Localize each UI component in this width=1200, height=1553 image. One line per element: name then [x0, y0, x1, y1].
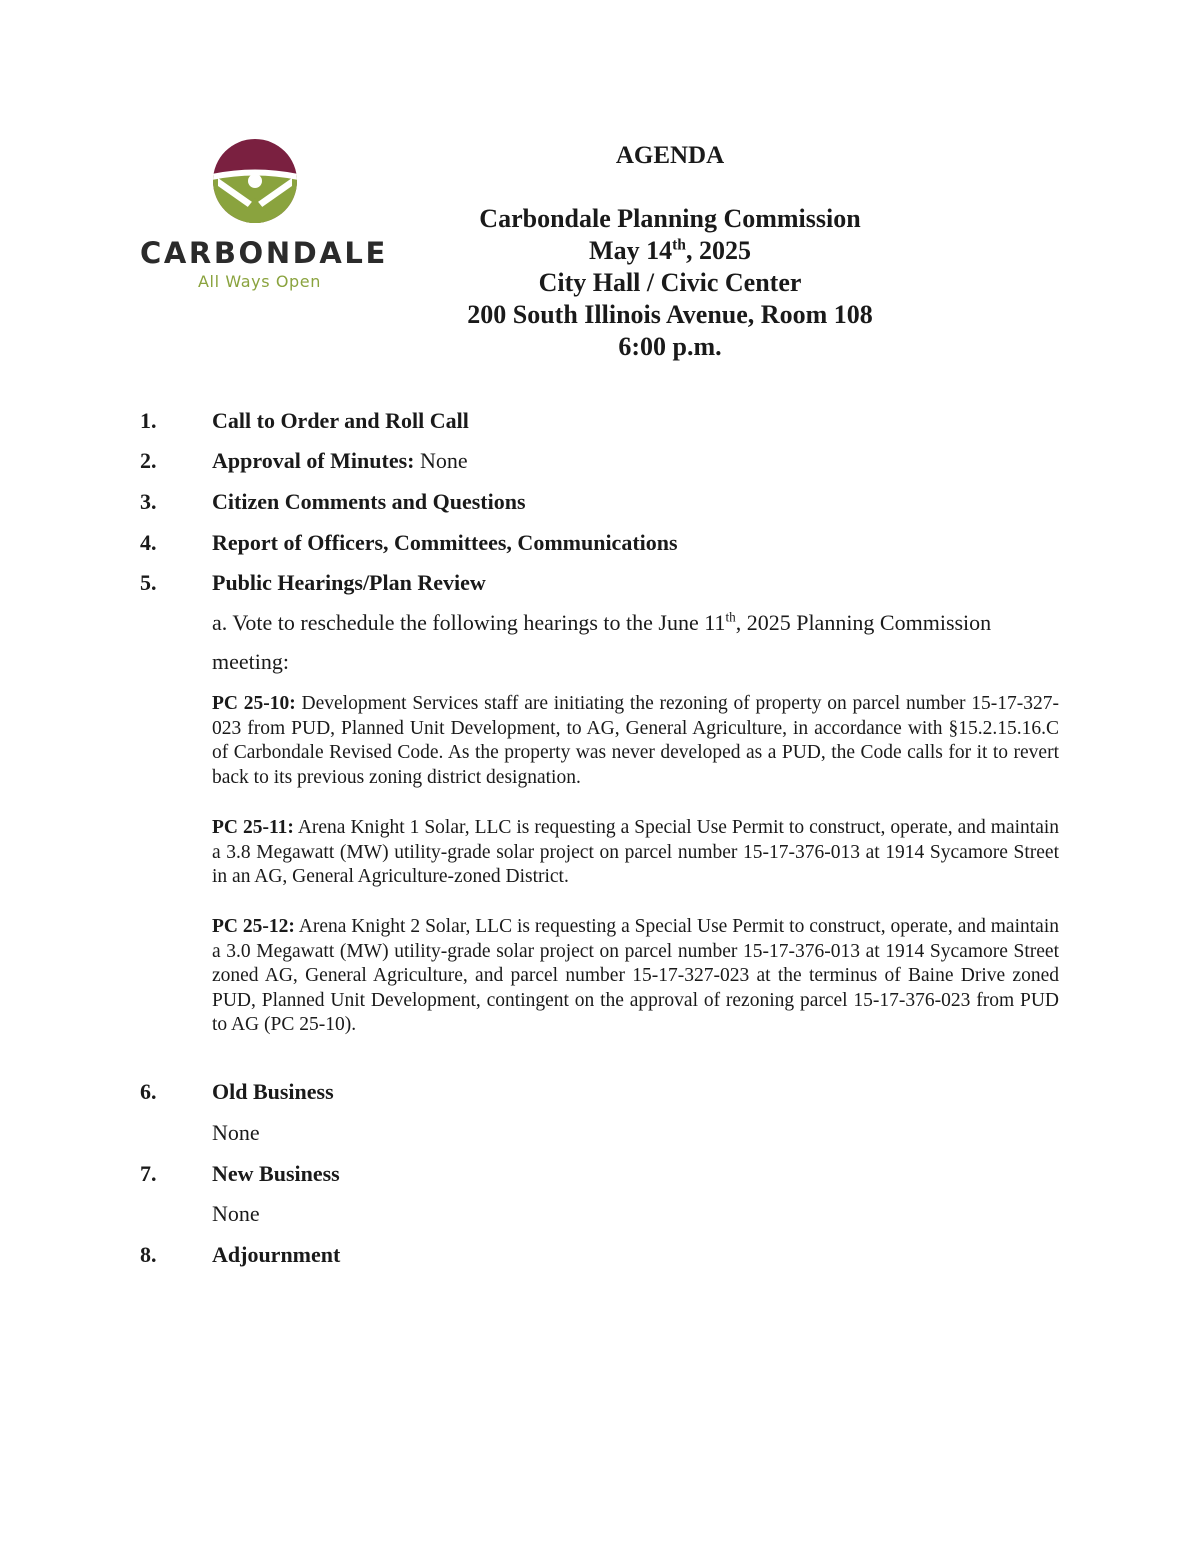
case-pc-25-11: PC 25-11: Arena Knight 1 Solar, LLC is requesting a Special Use Permit to construct, operate, and maintain a 3.8 Megawatt (MW) utility-grade solar project on parcel number 15-17-376-013 at 1914 Sycamore Street in an AG, General Agriculture-zoned District. [212, 817, 1060, 887]
page-title: AGENDA [615, 142, 725, 169]
logo-wordmark: CARBONDALE [140, 236, 388, 270]
commission-name: Carbondale Planning Commission [479, 204, 861, 233]
meeting-header [420, 203, 920, 363]
meeting-venue: City Hall / Civic Center [538, 268, 802, 297]
logo-tagline: All Ways Open [198, 272, 321, 291]
case-pc-25-10: PC 25-10: Development Services staff are initiating the rezoning of property on parcel number 15-17-327-023 from PUD, Planned Unit Development, to AG, General Agriculture, in accordance with §15.2.15.16.C of Carbondale Revised Code. As the property was never developed as a PUD, the Code calls for it to revert back to its previous zoning district designation. [212, 693, 1059, 788]
agenda-item-6: 6. Old Business [140, 1079, 334, 1104]
old-business-detail: None [212, 1120, 260, 1145]
new-business-detail: None [212, 1201, 260, 1226]
reschedule-motion: a. Vote to reschedule the following hearings to the June 11th, 2025 Planning Commission meeting: [212, 609, 992, 674]
meeting-date: May 14th, 2025 [589, 236, 751, 265]
meeting-time: 6:00 p.m. [618, 332, 722, 361]
agenda-item-5: 5. Public Hearings/Plan Review [140, 570, 486, 595]
agenda-item-2: 2. Approval of Minutes: None [140, 448, 468, 473]
agenda-item-7: 7. New Business [140, 1161, 340, 1186]
carbondale-emblem-icon [212, 138, 298, 224]
agenda-item-1: 1. Call to Order and Roll Call [140, 408, 469, 433]
agenda-item-4: 4. Report of Officers, Committees, Communications [140, 530, 678, 555]
case-pc-25-12: PC 25-12: Arena Knight 2 Solar, LLC is requesting a Special Use Permit to construct, operate, and maintain a 3.0 Megawatt (MW) utility-grade solar project on parcel number 15-17-376-013 at 1914 Sycamore Street zoned AG, General Agriculture, and parcel number 15-17-327-023 at the terminus of Baine Drive zoned PUD, Planned Unit Development, contingent on the approval of rezoning parcel 15-17-376-023 from PUD to AG (PC 25-10). [212, 916, 1059, 1035]
agenda-item-3: 3. Citizen Comments and Questions [140, 489, 526, 514]
agenda-item-8: 8. Adjournment [140, 1242, 341, 1267]
meeting-address: 200 South Illinois Avenue, Room 108 [467, 300, 873, 329]
